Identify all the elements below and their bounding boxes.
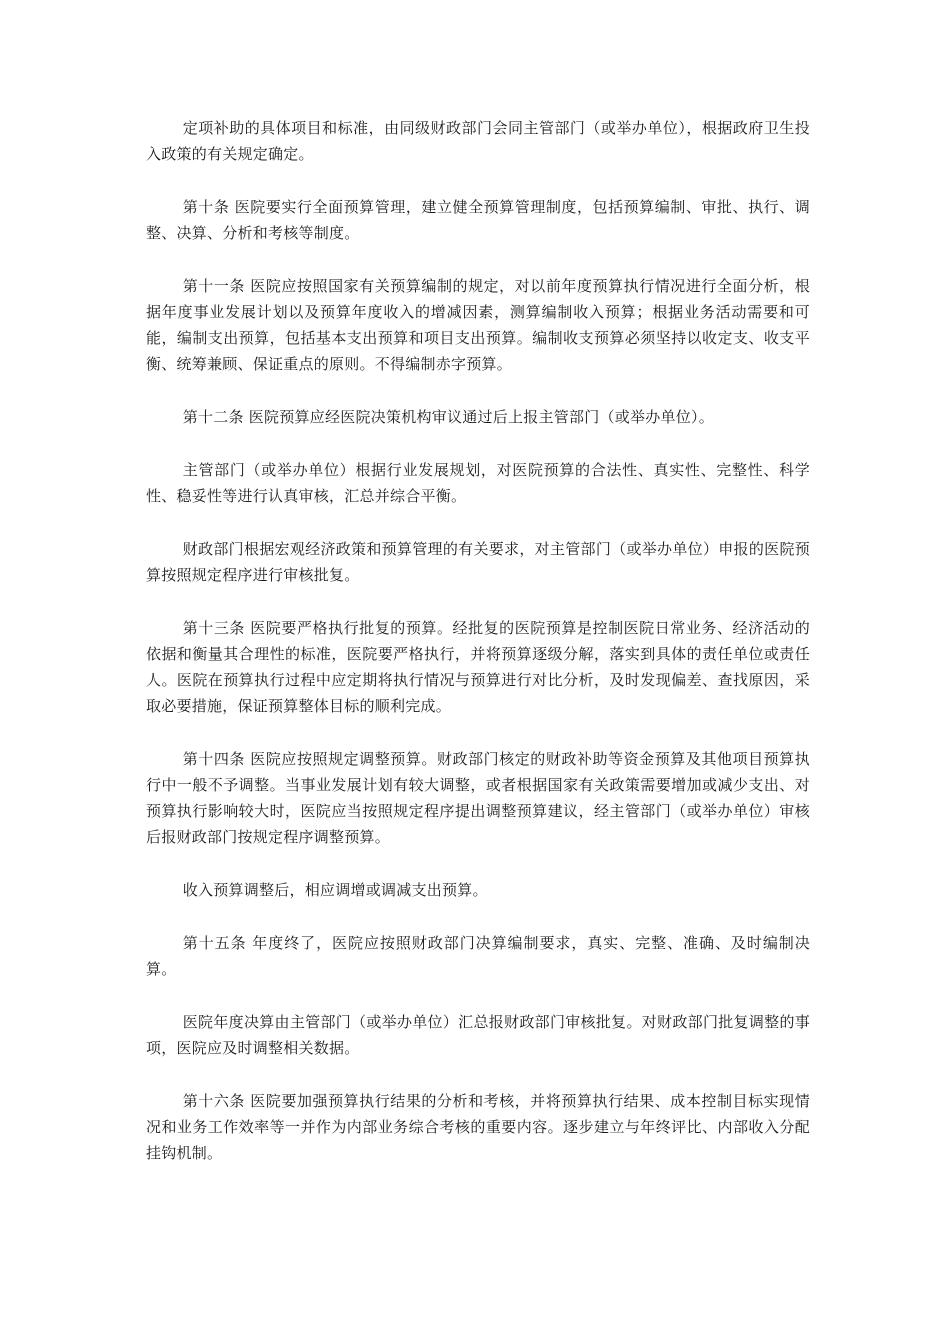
paragraph-article-16: 第十六条 医院要加强预算执行结果的分析和考核，并将预算执行结果、成本控制目标实现情况和业务工作效率等一并作为内部业务综合考核的重要内容。逐步建立与年终评比、内部收入分配挂钩机制。 [146, 1092, 810, 1162]
paragraph-article-11: 第十一条 医院应按照国家有关预算编制的规定，对以前年度预算执行情况进行全面分析，根据年度事业发展计划以及预算年度收入的增减因素，测算编制收入预算；根据业务活动需要和可能，编制支出预算，包括基本支出预算和项目支出预算。编制收支预算必须坚持以收定支、收支平衡、统筹兼顾、保证重点的原则。不得编制赤字预算。 [146, 277, 810, 373]
document-body [146, 115, 810, 1193]
paragraph-article-14-adjustment: 收入预算调整后，相应调增或调减支出预算。 [182, 881, 488, 899]
paragraph-article-10: 第十条 医院要实行全面预算管理，建立健全预算管理制度，包括预算编制、审批、执行、调整、决算、分析和考核等制度。 [146, 198, 810, 242]
paragraph-article-12-approval: 财政部门根据宏观经济政策和预算管理的有关要求，对主管部门（或举办单位）申报的医院预算按照规定程序进行审核批复。 [146, 540, 810, 584]
paragraph-article-14: 第十四条 医院应按照规定调整预算。财政部门核定的财政补助等资金预算及其他项目预算执行中一般不予调整。当事业发展计划有较大调整，或者根据国家有关政策需要增加或减少支出、对预算执行影响较大时，医院应当按照规定程序提出调整预算建议，经主管部门（或举办单位）审核后报财政部门按规定程序调整预算。 [146, 750, 810, 846]
paragraph-article-12-review: 主管部门（或举办单位）根据行业发展规划，对医院预算的合法性、真实性、完整性、科学性、稳妥性等进行认真审核，汇总并综合平衡。 [146, 461, 810, 505]
paragraph-article-15: 第十五条 年度终了，医院应按照财政部门决算编制要求，真实、完整、准确、及时编制决算。 [146, 934, 810, 978]
paragraph-article-15-final-accounts: 医院年度决算由主管部门（或举办单位）汇总报财政部门审核批复。对财政部门批复调整的事项，医院应及时调整相关数据。 [146, 1013, 810, 1057]
paragraph-subsidy-standards: 定项补助的具体项目和标准，由同级财政部门会同主管部门（或举办单位），根据政府卫生投入政策的有关规定确定。 [146, 119, 810, 163]
paragraph-article-13: 第十三条 医院要严格执行批复的预算。经批复的医院预算是控制医院日常业务、经济活动的依据和衡量其合理性的标准，医院要严格执行，并将预算逐级分解，落实到具体的责任单位或责任人。医院在预算执行过程中应定期将执行情况与预算进行对比分析，及时发现偏差、查找原因，采取必要措施，保证预算整体目标的顺利完成。 [146, 619, 810, 715]
paragraph-article-12: 第十二条 医院预算应经医院决策机构审议通过后上报主管部门（或举办单位）。 [182, 408, 715, 426]
